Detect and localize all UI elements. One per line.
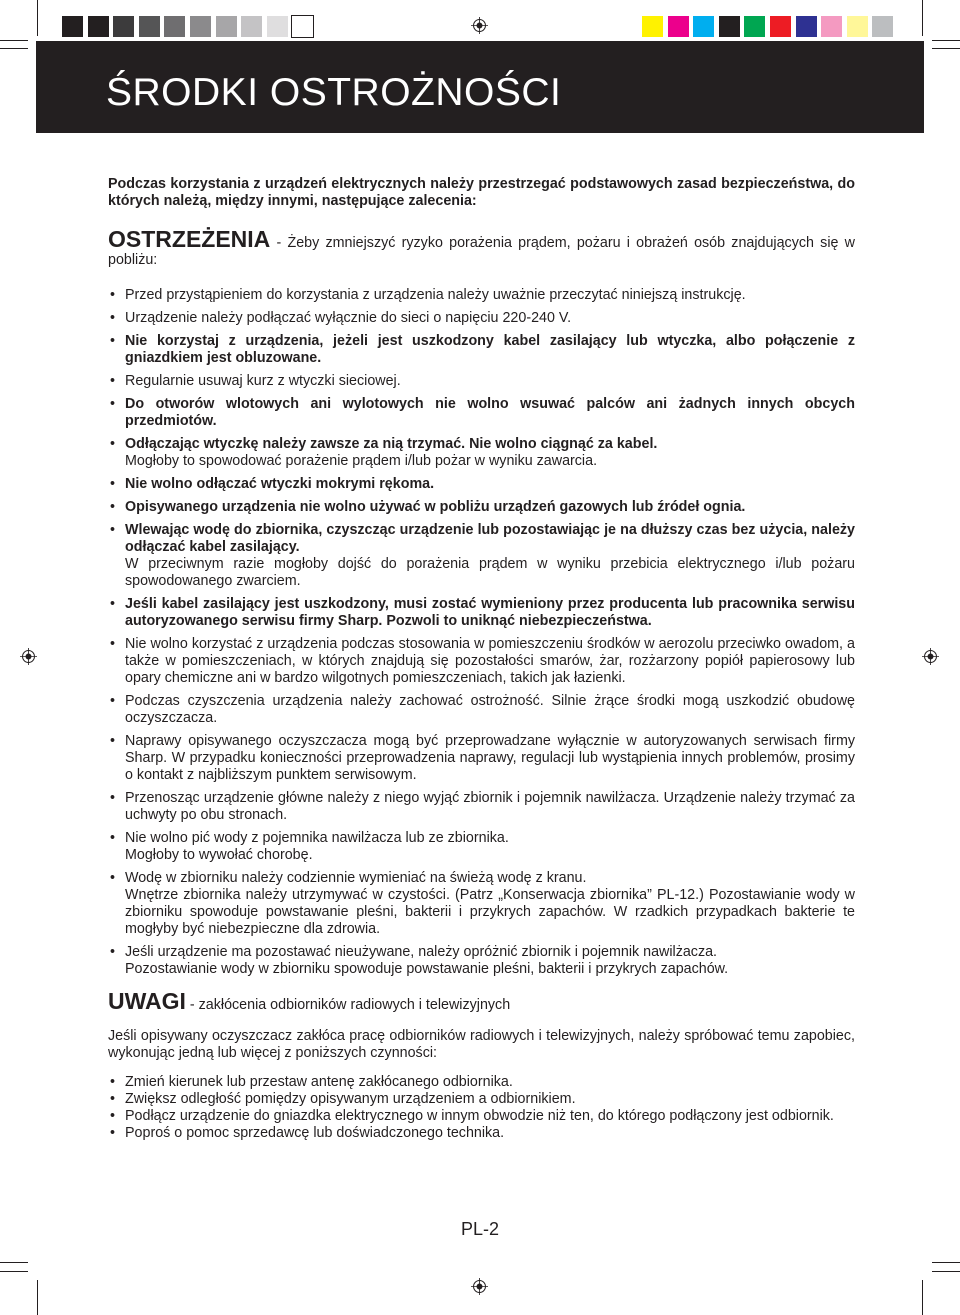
crop-mark bbox=[0, 40, 28, 41]
warning-item bbox=[108, 636, 855, 687]
color-swatch bbox=[62, 16, 83, 37]
warning-item bbox=[108, 373, 855, 390]
color-swatch bbox=[292, 16, 313, 37]
notes-item: • Podłącz urządzenie do gniazdka elektrycznego w innym obwodzie niż ten, do którego podłączony jest odbiornik. bbox=[108, 1108, 855, 1125]
notes-item: • Zmień kierunek lub przestaw antenę zakłócanego odbiornika. bbox=[108, 1074, 855, 1091]
warning-item bbox=[108, 870, 855, 938]
document-body bbox=[108, 176, 855, 1142]
registration-target-icon bbox=[20, 648, 37, 665]
warning-note: Wnętrze zbiornika należy utrzymywać w czystości. (Patrz „Konserwacja zbiornika” PL-12.) Pozostawianie wody w zbiorniku spowoduje powstawanie pleśni, bakterii i przykrych zapachów. W rzadkich przypadkach bakterie te mogłyby być niebezpieczne dla zdrowia. bbox=[125, 887, 855, 937]
color-swatch bbox=[113, 16, 134, 37]
notes-heading bbox=[108, 990, 855, 1014]
warning-note: Mogłoby to spowodować porażenie prądem i/lub pożar w wyniku zawarcia. bbox=[125, 453, 598, 469]
warning-text: Jeśli urządzenie ma pozostawać nieużywane, należy opróżnić zbiornik i pojemnik nawilżacza. bbox=[125, 944, 718, 960]
warning-text: Wodę w zbiorniku należy codziennie wymieniać na świeżą wodę z kranu. bbox=[125, 870, 587, 886]
warning-item bbox=[108, 830, 855, 864]
color-swatch bbox=[821, 16, 842, 37]
warning-text: Przenosząc urządzenie główne należy z niego wyjąć zbiornik i pojemnik nawilżacza. Urządzenie należy trzymać za uchwyty po obu stronach. bbox=[125, 790, 855, 823]
notes-item: • Zwiększ odległość pomiędzy opisywanym urządzeniem a odbiornikiem. bbox=[108, 1091, 855, 1108]
notes-item: • Poproś o pomoc sprzedawcę lub doświadczonego technika. bbox=[108, 1125, 855, 1142]
notes-list bbox=[108, 1074, 855, 1142]
color-swatch bbox=[796, 16, 817, 37]
warning-item bbox=[108, 790, 855, 824]
color-swatch bbox=[190, 16, 211, 37]
crop-mark bbox=[932, 40, 960, 41]
color-swatch bbox=[216, 16, 237, 37]
warning-note: Mogłoby to wywołać chorobę. bbox=[125, 847, 313, 863]
warning-item bbox=[108, 476, 855, 493]
crop-mark bbox=[932, 1262, 960, 1263]
color-swatch bbox=[847, 16, 868, 37]
warning-item bbox=[108, 944, 855, 978]
warning-note: Pozostawianie wody w zbiorniku spowoduje powstawanie pleśni, bakterii i przykrych zapachów. bbox=[125, 961, 729, 977]
warning-item bbox=[108, 733, 855, 784]
warning-item bbox=[108, 333, 855, 367]
crop-mark bbox=[922, 0, 923, 36]
color-swatch bbox=[872, 16, 893, 37]
crop-mark bbox=[932, 48, 960, 49]
registration-target-icon bbox=[471, 1278, 488, 1295]
warning-text: Urządzenie należy podłączać wyłącznie do sieci o napięciu 220-240 V. bbox=[125, 310, 572, 326]
page-title: ŚRODKI OSTROŻNOŚCI bbox=[106, 71, 562, 114]
crop-mark bbox=[37, 0, 38, 36]
color-swatch bbox=[241, 16, 262, 37]
warning-item bbox=[108, 693, 855, 727]
color-swatch bbox=[88, 16, 109, 37]
warning-text: Odłączając wtyczkę należy zawsze za nią trzymać. Nie wolno ciągnąć za kabel. bbox=[125, 436, 658, 452]
warnings-list bbox=[108, 287, 855, 978]
warning-text: Naprawy opisywanego oczyszczacza mogą być przeprowadzane wyłącznie w autoryzowanych serwisach firmy Sharp. W przypadku konieczności przeprowadzenia naprawy, regulacji lub wystąpienia innych problemów, prosimy o kontakt z najbliższym punktem serwisowym. bbox=[125, 733, 855, 783]
color-swatch bbox=[139, 16, 160, 37]
warning-item bbox=[108, 436, 855, 470]
warning-item bbox=[108, 310, 855, 327]
warning-text: Regularnie usuwaj kurz z wtyczki sieciowej. bbox=[125, 373, 401, 389]
intro-paragraph: Podczas korzystania z urządzeń elektrycznych należy przestrzegać podstawowych zasad bezpieczeństwa, do których należą, między innymi, następujące zalecenia: bbox=[108, 176, 855, 209]
warning-item bbox=[108, 287, 855, 304]
color-swatch bbox=[164, 16, 185, 37]
warning-text: Podczas czyszczenia urządzenia należy zachować ostrożność. Silnie żrące środki mogą uszkodzić obudowę oczyszczacza. bbox=[125, 693, 855, 726]
color-swatch bbox=[642, 16, 663, 37]
warnings-heading bbox=[108, 228, 855, 269]
crop-mark bbox=[932, 1271, 960, 1272]
warnings-title: OSTRZEŻENIA bbox=[108, 226, 271, 252]
color-swatch bbox=[719, 16, 740, 37]
warning-item bbox=[108, 596, 855, 630]
warning-note: W przeciwnym razie mogłoby dojść do porażenia prądem w wyniku przebicia elektrycznego i/lub pożaru spowodowanego zwarciem. bbox=[125, 556, 855, 589]
warning-text: Jeśli kabel zasilający jest uszkodzony, musi zostać wymieniony przez producenta lub pracownika serwisu autoryzowanego serwisu firmy Sharp. Pozwoli to uniknąć niebezpieczeństwa. bbox=[125, 596, 855, 629]
warning-text: Nie wolno odłączać wtyczki mokrymi rękoma. bbox=[125, 476, 435, 492]
color-swatch bbox=[668, 16, 689, 37]
warning-item bbox=[108, 522, 855, 590]
warning-text: Wlewając wodę do zbiornika, czyszcząc urządzenie lub pozostawiając je na dłuższy czas bez użycia, należy odłączać kabel zasilający. bbox=[125, 522, 855, 555]
warning-text: Do otworów wlotowych ani wylotowych nie wolno wsuwać palców ani żadnych innych obcych przedmiotów. bbox=[125, 396, 855, 429]
crop-mark bbox=[922, 1280, 923, 1315]
crop-mark bbox=[0, 48, 28, 49]
warning-text: Przed przystąpieniem do korzystania z urządzenia należy uważnie przeczytać niniejszą instrukcję. bbox=[125, 287, 746, 303]
crop-mark bbox=[0, 1271, 28, 1272]
warning-text: Opisywanego urządzenia nie wolno używać w pobliżu urządzeń gazowych lub źródeł ognia. bbox=[125, 499, 746, 515]
warning-text: Nie wolno pić wody z pojemnika nawilżacza lub ze zbiornika. bbox=[125, 830, 509, 846]
warning-item bbox=[108, 499, 855, 516]
registration-target-icon bbox=[471, 17, 488, 34]
color-swatch bbox=[267, 16, 288, 37]
color-swatch bbox=[744, 16, 765, 37]
crop-mark bbox=[0, 1262, 28, 1263]
color-swatch bbox=[770, 16, 791, 37]
warning-item bbox=[108, 396, 855, 430]
header-banner bbox=[36, 41, 924, 133]
page-number: PL-2 bbox=[460, 1219, 500, 1239]
warnings-subtitle: - Żeby zmniejszyć ryzyko porażenia prądem, pożaru i obrażeń osób znajdujących się w pobliżu: bbox=[108, 235, 855, 268]
notes-subtitle: - zakłócenia odbiorników radiowych i telewizyjnych bbox=[185, 997, 511, 1013]
warning-text: Nie wolno korzystać z urządzenia podczas stosowania w pomieszczeniu środków w aerozolu przeciwko owadom, a także w pomieszczeniach, w których znajdują się pozostałości smarów, żar, rozżarzony popiół papierosowy lub opary chemiczne ani w bardzo wilgotnych pomieszczeniach, takich jak łazienki. bbox=[125, 636, 855, 686]
registration-target-icon bbox=[922, 648, 939, 665]
warning-text: Nie korzystaj z urządzenia, jeżeli jest uszkodzony kabel zasilający lub wtyczka, albo połączenie z gniazdkiem jest obluzowane. bbox=[125, 333, 855, 366]
notes-intro: Jeśli opisywany oczyszczacz zakłóca pracę odbiorników radiowych i telewizyjnych, należy spróbować temu zapobiec, wykonując jedną lub więcej z poniższych czynności: bbox=[108, 1028, 855, 1061]
crop-mark bbox=[37, 1280, 38, 1315]
notes-title: UWAGI bbox=[108, 988, 186, 1014]
color-swatch bbox=[693, 16, 714, 37]
